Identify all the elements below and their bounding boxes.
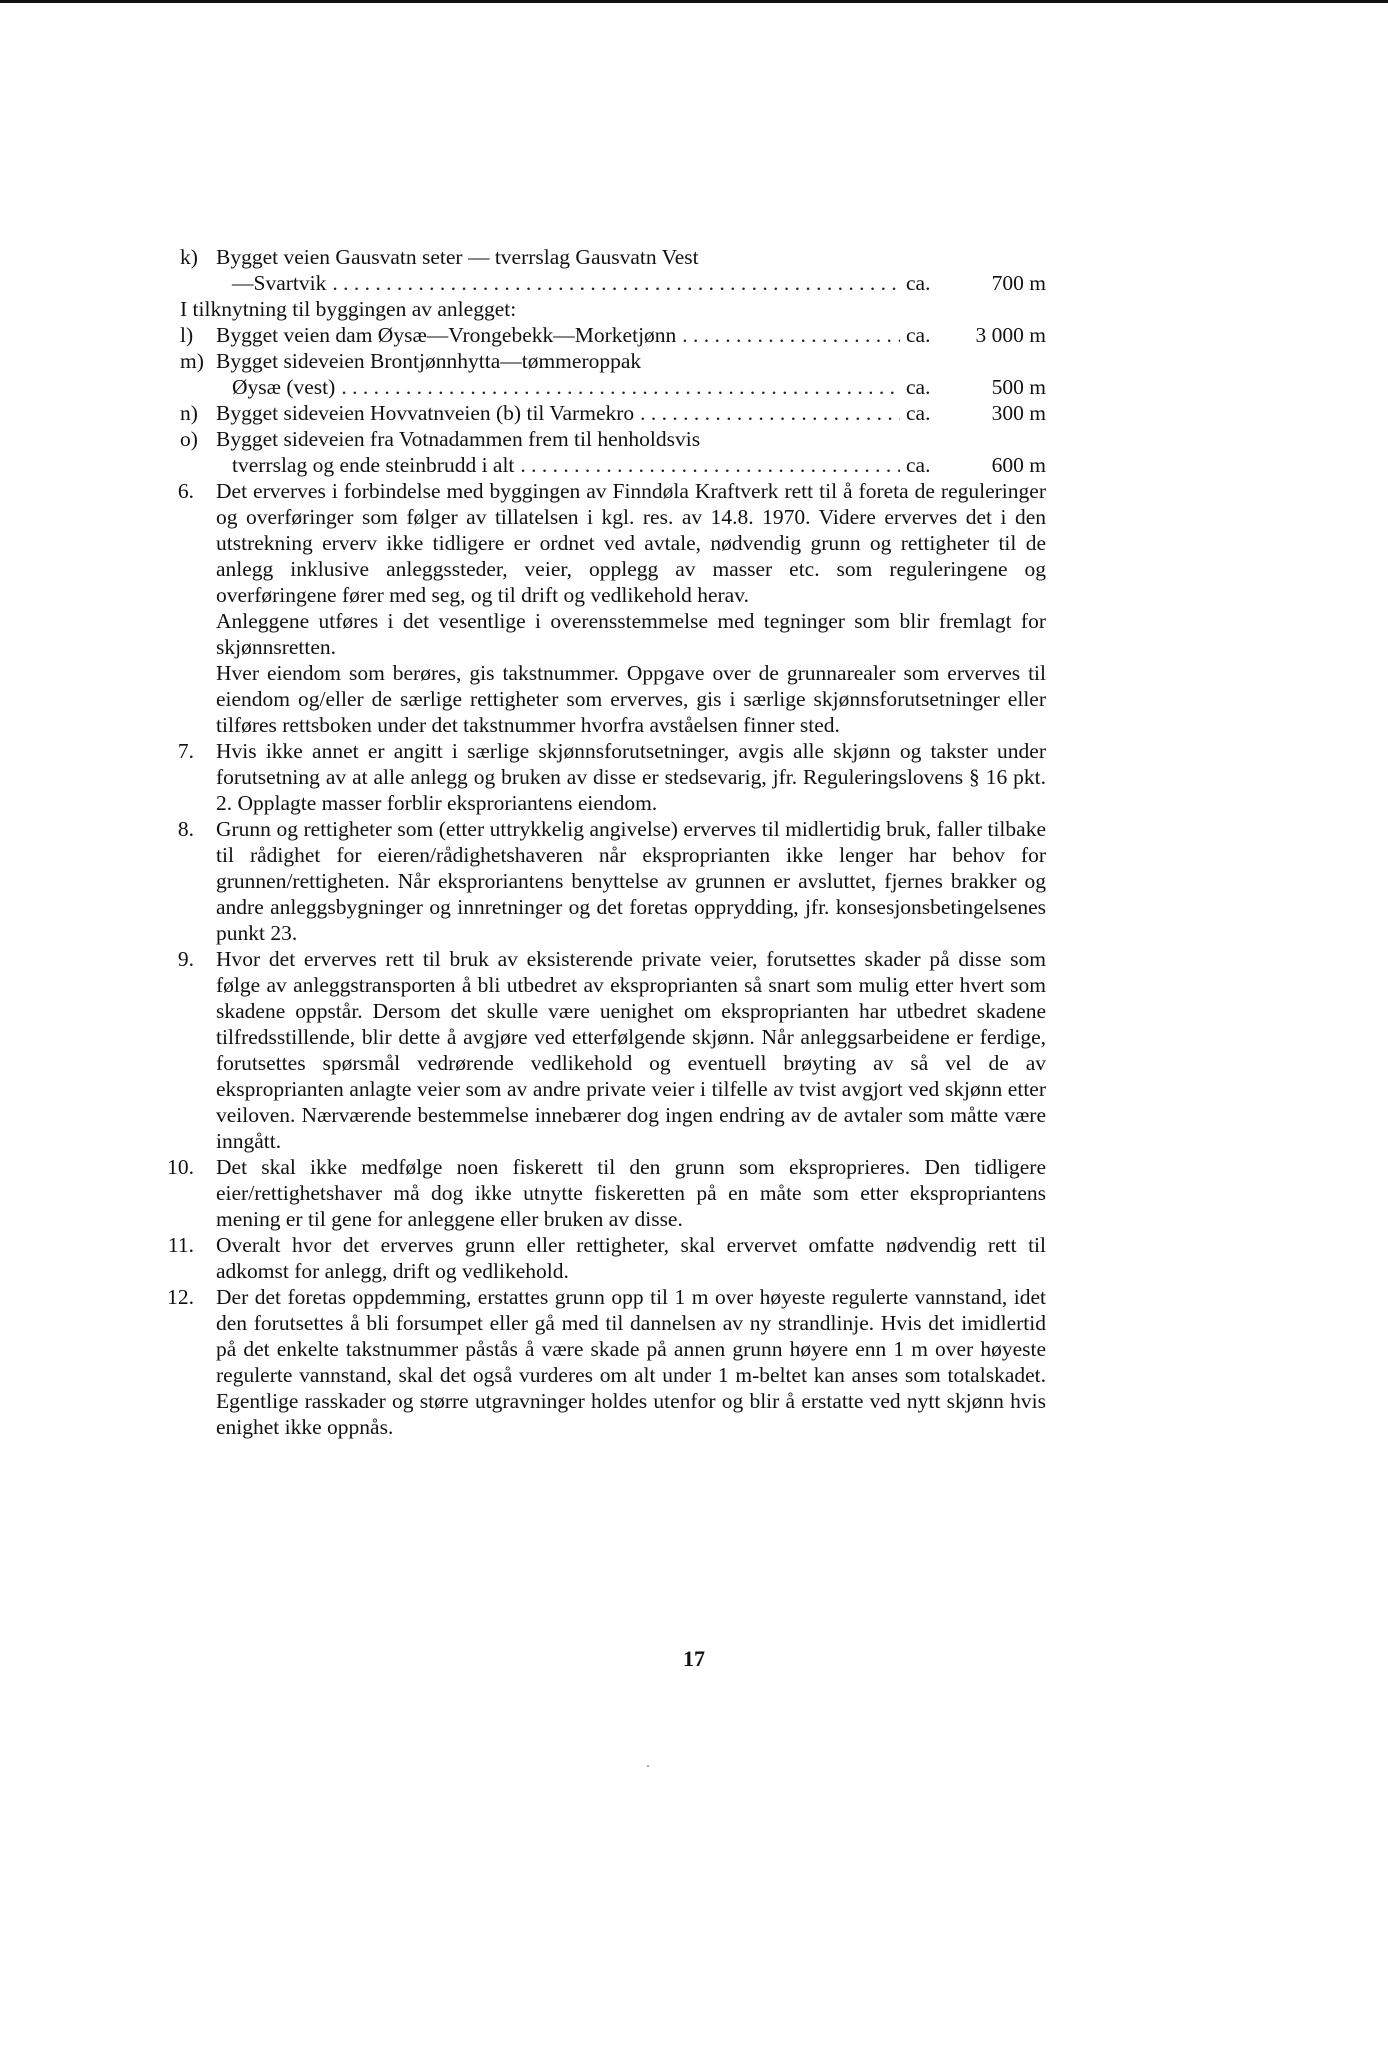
- section-number: 8.: [177, 817, 194, 841]
- item-label: m): [180, 349, 204, 373]
- leader-dots: [640, 400, 900, 426]
- item-text: Bygget sideveien fra Votnadammen frem til henholdsvis: [216, 427, 701, 451]
- item-k-line1: [180, 244, 1046, 270]
- item-l-line1: [180, 322, 1046, 348]
- length-amount: 600 m: [991, 453, 1046, 477]
- section-10: [167, 1154, 1046, 1232]
- item-label: l): [180, 323, 194, 347]
- top-border: [0, 0, 1388, 3]
- section-11: [167, 1232, 1046, 1284]
- item-label: k): [180, 245, 198, 269]
- item-text: Øysæ (vest): [232, 375, 336, 399]
- length-amount: 500 m: [991, 375, 1046, 399]
- section-number: 6.: [177, 479, 194, 503]
- section-text: Hvor det erverves rett til bruk av eksisterende private veier, forutsettes skader på disse som følge av anleggstransporten å bli utbedret av eksproprianten så snart som mulig etter hvert som skadene oppstår. Dersom det skulle være uenighet om eksproprianten har utbedret skadene tilfredsstillende, blir dette å avgjøre ved etterfølgende skjønn. Når anleggsarbeidene er ferdige, forutsettes spørsmål vedrørende vedlikehold og eventuell brøyting av så vel de av eksproprianten anlagte veier som av andre private veier i tilfelle av tvist avgjort ved skjønn etter veiloven. Nærværende bestemmelse innebærer dog ingen endring av de avtaler som måtte være inngått.: [216, 947, 1046, 1153]
- section-text: Det skal ikke medfølge noen fiskerett til den grunn som eksproprieres. Den tidligere eier/rettighetshaver må dog ikke utnytte fiskeretten på en måte som etter ekspropriantens mening er til gene for anleggene eller bruken av disse.: [216, 1155, 1046, 1231]
- section-number: 7.: [177, 739, 194, 763]
- scan-speck: [647, 1765, 649, 1767]
- item-text: tverrslag og ende steinbrudd i alt: [232, 453, 515, 477]
- length-amount: 700 m: [991, 271, 1046, 295]
- length-amount: 300 m: [991, 401, 1046, 425]
- section-text: Overalt hvor det erverves grunn eller rettigheter, skal ervervet omfatte nødvendig rett til adkomst for anlegg, drift og vedlikehold.: [216, 1233, 1046, 1283]
- leader-dots: [341, 374, 900, 400]
- item-o-line1: [180, 426, 1046, 452]
- page-number: 17: [683, 1646, 705, 1671]
- item-k-line2: [180, 270, 1046, 296]
- item-text: Bygget sideveien Brontjønnhytta—tømmeroppak: [216, 349, 642, 373]
- section-text: Der det foretas oppdemming, erstattes grunn opp til 1 m over høyeste regulerte vannstand, idet den forutsettes å bli forsumpet eller gå med til dannelsen av ny strandlinje. Hvis det imidlertid på det enkelte takstnummer påstås å være skade på annen grunn høyere enn 1 m over høyeste regulerte vannstand, skal det også vurderes om alt under 1 m-beltet kan anses som totalskadet. Egentlige rasskader og større utgravninger holdes utenfor og blir å erstatte ved nytt skjønn hvis enighet ikke oppnås.: [216, 1285, 1046, 1439]
- section-6-paragraph-3: [216, 660, 1046, 738]
- item-text: Bygget veien dam Øysæ—Vrongebekk—Morketjønn: [216, 323, 677, 347]
- item-text: Bygget veien Gausvatn seter — tverrslag Gausvatn Vest: [216, 245, 699, 269]
- intro-text: I tilknytning til byggingen av anlegget:: [180, 297, 517, 321]
- section-12: [167, 1284, 1046, 1440]
- intro-line: [180, 296, 1046, 322]
- approx-label: ca.: [906, 401, 931, 425]
- section-7: [177, 738, 1046, 816]
- approx-label: ca.: [906, 271, 931, 295]
- length-amount: 3 000 m: [975, 323, 1046, 347]
- approx-label: ca.: [906, 323, 931, 347]
- item-text: —Svartvik: [232, 271, 327, 295]
- page-content: [167, 244, 1046, 1440]
- section-8: [177, 816, 1046, 946]
- item-text: Bygget sideveien Hovvatnveien (b) til Varmekro: [216, 401, 635, 425]
- leader-dots: [520, 452, 900, 478]
- section-6: [177, 478, 1046, 608]
- section-6-paragraph-2: [216, 608, 1046, 660]
- leader-dots: [682, 322, 900, 348]
- item-m-line2: [180, 374, 1046, 400]
- section-text: Anleggene utføres i det vesentlige i overensstemmelse med tegninger som blir fremlagt for skjønnsretten.: [216, 609, 1046, 659]
- section-number: 11.: [167, 1233, 194, 1257]
- item-m-line1: [180, 348, 1046, 374]
- section-text: Hver eiendom som berøres, gis takstnummer. Oppgave over de grunnarealer som erverves til eiendom og/eller de særlige rettigheter som erverves, gis i særlige skjønnsforutsetninger eller tilføres rettsboken under det takstnummer hvorfra avståelsen finner sted.: [216, 661, 1046, 737]
- item-n-line1: [180, 400, 1046, 426]
- item-label: o): [180, 427, 198, 451]
- approx-label: ca.: [906, 375, 931, 399]
- section-text: Grunn og rettigheter som (etter uttrykkelig angivelse) erverves til midlertidig bruk, faller tilbake til rådighet for eieren/rådighetshaveren når eksproprianten ikke lenger har behov for grunnen/rettigheten. Når eksproriantens benyttelse av grunnen er avsluttet, fjernes brakker og andre anleggsbygninger og innretninger og det foretas opprydding, jfr. konsesjonsbetingelsenes punkt 23.: [216, 817, 1046, 945]
- leader-dots: [332, 270, 900, 296]
- item-o-line2: [180, 452, 1046, 478]
- section-9: [177, 946, 1046, 1154]
- section-number: 9.: [177, 947, 194, 971]
- item-label: n): [180, 401, 198, 425]
- section-text: Hvis ikke annet er angitt i særlige skjønnsforutsetninger, avgis alle skjønn og takster under forutsetning av at alle anlegg og bruken av disse er stedsevarig, jfr. Reguleringslovens § 16 pkt. 2. Opplagte masser forblir eksproriantens eiendom.: [216, 739, 1046, 815]
- section-number: 10.: [167, 1155, 194, 1179]
- approx-label: ca.: [906, 453, 931, 477]
- section-number: 12.: [167, 1285, 194, 1309]
- section-text: Det erverves i forbindelse med byggingen av Finndøla Kraftverk rett til å foreta de reguleringer og overføringer som følger av tillatelsen i kgl. res. av 14.8. 1970. Videre erverves det i den utstrekning erverv ikke tidligere er ordnet ved avtale, nødvendig grunn og rettigheter til de anlegg inklusive anleggssteder, veier, opplegg av masser etc. som reguleringene og overføringene fører med seg, og til drift og vedlikehold herav.: [216, 479, 1046, 607]
